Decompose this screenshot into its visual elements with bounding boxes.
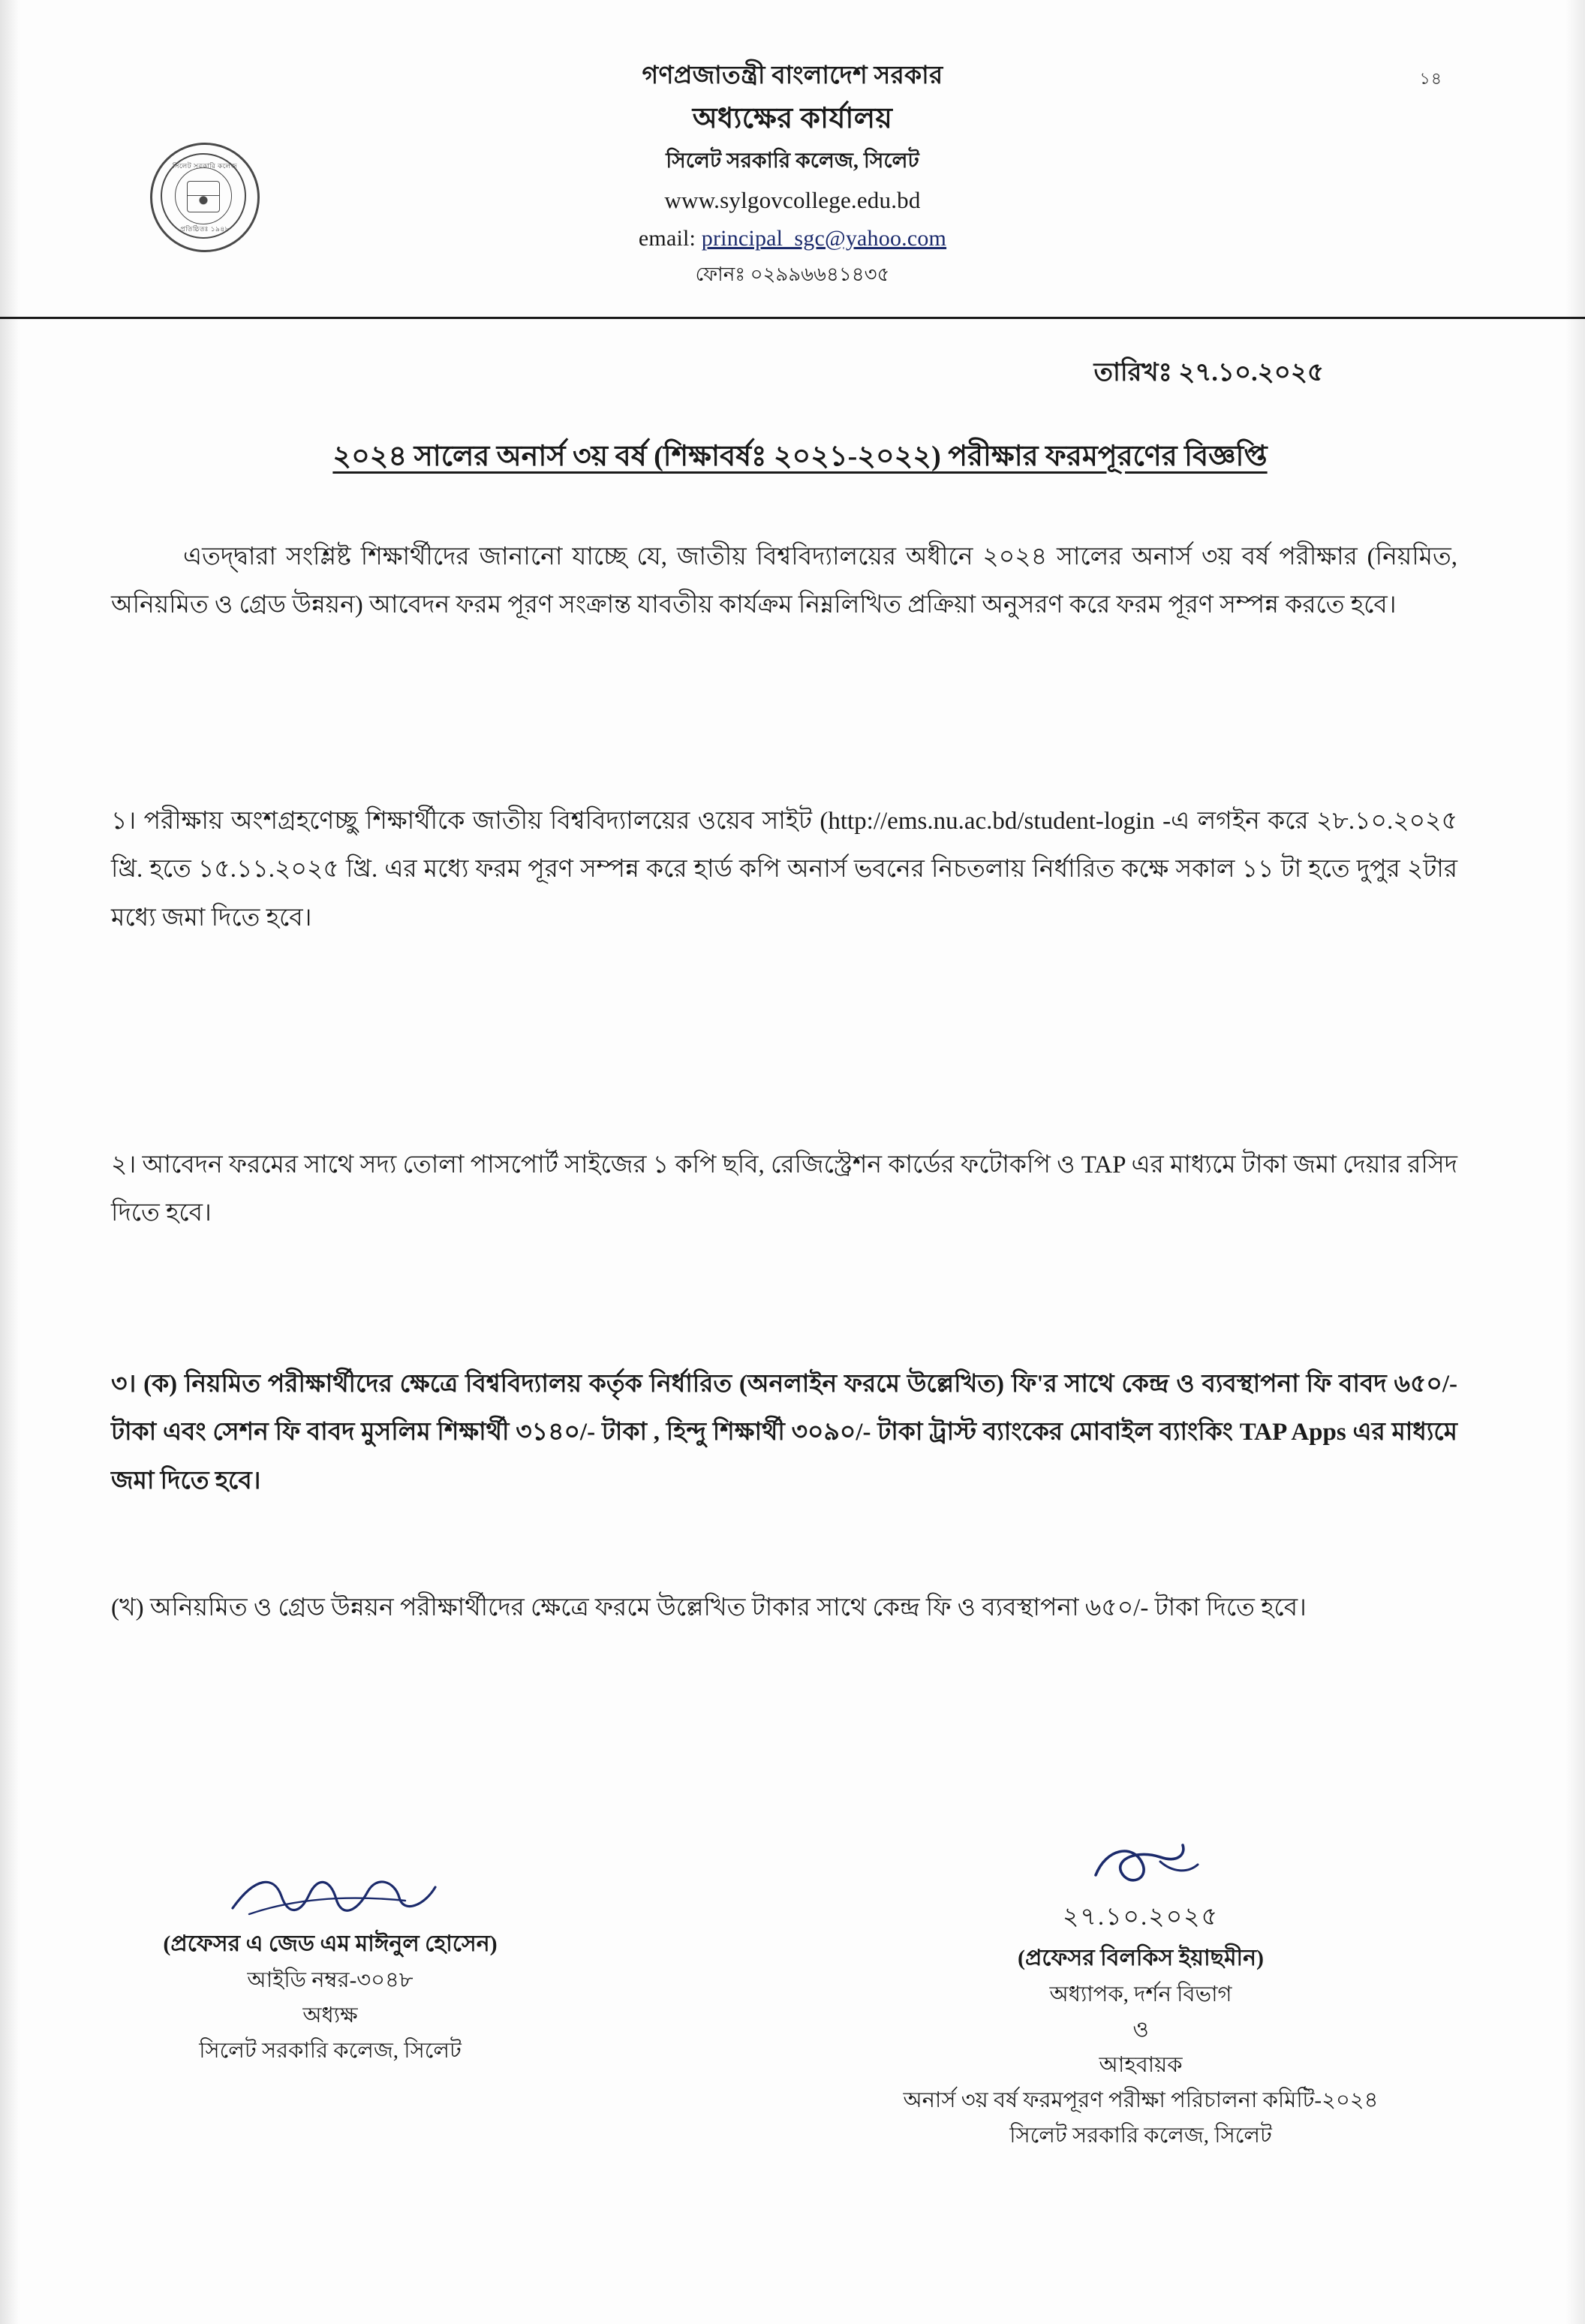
office-name: অধ্যক্ষের কার্যালয় (692, 102, 893, 134)
principal-designation: অধ্যক্ষ (302, 2003, 358, 2027)
signature-block-convener (788, 1832, 1493, 2154)
header-divider (0, 317, 1585, 319)
document-title: ২০২৪ সালের অনার্স ৩য় বর্ষ (শিক্ষাবর্ষঃ ২০২১-২০২২) পরীক্ষার ফরমপূরণের বিজ্ঞপ্তি (332, 441, 1268, 472)
principal-id: আইডি নম্বর-৩০৪৮ (247, 1967, 414, 1992)
email-address[interactable]: principal_sgc@yahoo.com (701, 225, 947, 251)
college-name: সিলেট সরকারি কলেজ, সিলেট (666, 149, 919, 173)
convener-committee: অনার্স ৩য় বর্ষ ফরমপূরণ পরীক্ষা পরিচালনা কমিটি-২০২৪ (903, 2088, 1379, 2112)
letterhead (0, 59, 1585, 289)
paragraph-point-2: ২। আবেদন ফরমের সাথে সদ্য তোলা পাসপোর্ট সাইজের ১ কপি ছবি, রেজিস্ট্রেশন কার্ডের ফটোকপি ও TAP এর মাধ্যমে টাকা জমা দেয়ার রসিদ দিতে হবে। (111, 1151, 1457, 1227)
paragraph-point-3a: ৩। (ক) নিয়মিত পরীক্ষার্থীদের ক্ষেত্রে বিশ্ববিদ্যালয় কর্তৃক নির্ধারিত (অনলাইন ফরমে উল্লেখিত) ফি'র সাথে কেন্দ্র ও ব্যবস্থাপনা ফি বাবদ ৬৫০/- টাকা এবং সেশন ফি বাবদ মুসলিম শিক্ষার্থী ৩১৪০/- টাকা , হিন্দু শিক্ষার্থী ৩০৯০/- টাকা ট্রাস্ট ব্যাংকের মোবাইল ব্যাংকিং TAP Apps এর মাধ্যমে জমা দিতে হবে। (111, 1371, 1457, 1495)
principal-name: (প্রফেসর এ জেড এম মাঈনুল হোসেন) (163, 1931, 498, 1956)
paragraph-intro: এতদ্দ্বারা সংশ্লিষ্ট শিক্ষার্থীদের জানানো যাচ্ছে যে, জাতীয় বিশ্ববিদ্যালয়ের অধীনে ২০২৪ সালের অনার্স ৩য় বর্ষ পরীক্ষার (নিয়মিত, অনিয়মিত ও গ্রেড উন্নয়ন) আবেদন ফরম পূরণ সংক্রান্ত যাবতীয় কার্যক্রম নিম্নলিখিত প্রক্রিয়া অনুসরণ করে ফরম পূরণ সম্পন্ন করতে হবে। (111, 543, 1457, 619)
email-line (0, 223, 1585, 255)
paragraph-point-1: ১। পরীক্ষায় অংশগ্রহণেচ্ছু শিক্ষার্থীকে জাতীয় বিশ্ববিদ্যালয়ের ওয়েব সাইট (http://ems.nu.ac.bd/student-login -এ লগইন করে ২৮.১০.২০২৫ খ্রি. হতে ১৫.১১.২০২৫ খ্রি. এর মধ্যে ফরম পূরণ সম্পন্ন করে হার্ড কপি অনার্স ভবনের নিচতলায় নির্ধারিত কক্ষে সকাল ১১ টা হতে দুপুর ২টার মধ্যে জমা দিতে হবে। (111, 808, 1457, 932)
convener-conjunction: ও (1132, 2018, 1149, 2043)
document-date: তারিখঃ ২৭.১০.২০২৫ (1093, 359, 1324, 387)
convener-signature-date: ২৭.১০.২০২৫ (1062, 1904, 1220, 1931)
page-corner-mark: ১৪ (1419, 69, 1442, 88)
principal-institution: সিলেট সরকারি কলেজ, সিলেট (199, 2038, 462, 2063)
email-label: email: (638, 225, 702, 251)
signature-block-principal (90, 1862, 570, 2069)
signature-mark-principal (90, 1862, 570, 1926)
convener-role: আহবায়ক (1099, 2052, 1183, 2077)
signature-mark-convener (788, 1832, 1493, 1896)
convener-name: (প্রফেসর বিলকিস ইয়াছমীন) (1018, 1946, 1264, 1971)
government-name: গণপ্রজাতন্ত্রী বাংলাদেশ সরকার (642, 62, 943, 89)
seal-top-text: সিলেট সরকারি কলেজ (172, 162, 238, 170)
seal-bottom-text: প্রতিষ্ঠিতঃ ১৯৪৮ (179, 225, 230, 233)
convener-institution: সিলেট সরকারি কলেজ, সিলেট (1009, 2123, 1272, 2148)
phone-number: ফোনঃ ০২৯৯৬৬৪১৪৩৫ (695, 263, 890, 286)
paragraph-point-3b: (খ) অনিয়মিত ও গ্রেড উন্নয়ন পরীক্ষার্থীদের ক্ষেত্রে ফরমে উল্লেখিত টাকার সাথে কেন্দ্র ফি ও ব্যবস্থাপনা ৬৫০/- টাকা দিতে হবে। (111, 1594, 1307, 1621)
convener-designation: অধ্যাপক, দর্শন বিভাগ (1049, 1982, 1232, 2007)
website-url[interactable]: www.sylgovcollege.edu.bd (664, 186, 921, 213)
